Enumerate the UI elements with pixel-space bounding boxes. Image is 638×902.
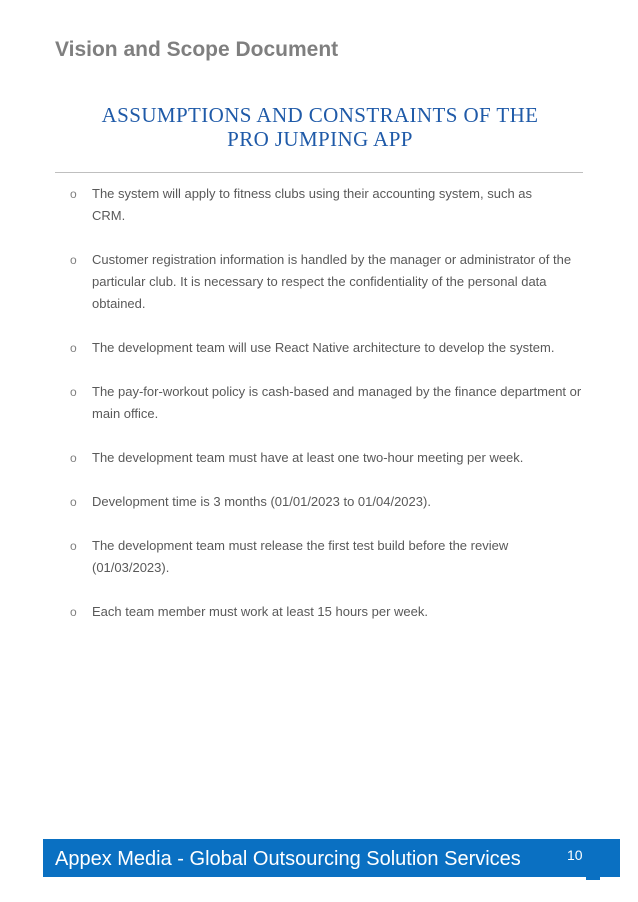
- list-item-text: The development team must release the first test build before the review: [92, 538, 509, 553]
- assumptions-list: [70, 183, 590, 645]
- bullet-circle-icon: o: [70, 187, 77, 201]
- list-item-text: CRM.: [92, 208, 126, 223]
- bullet-circle-icon: o: [70, 539, 77, 553]
- list-item: [70, 491, 590, 513]
- list-item: [70, 535, 590, 579]
- list-item-text: (01/03/2023).: [92, 560, 170, 575]
- bullet-circle-icon: o: [70, 495, 77, 509]
- footer-company-text: Appex Media - Global Outsourcing Solution Services: [55, 848, 521, 870]
- list-item: [70, 601, 590, 623]
- list-item: [70, 249, 590, 315]
- list-item-text: particular club. It is necessary to respect the confidentiality of the personal data: [92, 274, 547, 289]
- list-item: [70, 381, 590, 425]
- list-item-text: obtained.: [92, 296, 146, 311]
- list-item-text: The pay-for-workout policy is cash-based and managed by the finance department or: [92, 384, 582, 399]
- bullet-circle-icon: o: [70, 385, 77, 399]
- section-title: [60, 103, 580, 151]
- list-item-text: The development team must have at least one two-hour meeting per week.: [92, 450, 524, 465]
- document-header-title: Vision and Scope Document: [55, 38, 339, 61]
- list-item: [70, 183, 590, 227]
- section-title-line-1: ASSUMPTIONS AND CONSTRAINTS OF THE: [101, 103, 539, 127]
- list-item-text: Each team member must work at least 15 hours per week.: [92, 604, 428, 619]
- list-item-text: The development team will use React Native architecture to develop the system.: [92, 340, 555, 355]
- section-title-line-2: PRO JUMPING APP: [227, 127, 413, 151]
- list-item: [70, 337, 590, 359]
- bullet-circle-icon: o: [70, 341, 77, 355]
- list-item-text: main office.: [92, 406, 159, 421]
- bullet-circle-icon: o: [70, 605, 77, 619]
- section-divider: [55, 172, 583, 173]
- list-item-text: The system will apply to fitness clubs using their accounting system, such as: [92, 186, 533, 201]
- list-item-text: Customer registration information is handled by the manager or administrator of the: [92, 252, 572, 267]
- bullet-circle-icon: o: [70, 253, 77, 267]
- list-item: [70, 447, 590, 469]
- list-item-text: Development time is 3 months (01/01/2023 to 01/04/2023).: [92, 494, 431, 509]
- footer-tab-decoration: [586, 865, 600, 880]
- page-number: 10: [567, 847, 583, 863]
- bullet-circle-icon: o: [70, 451, 77, 465]
